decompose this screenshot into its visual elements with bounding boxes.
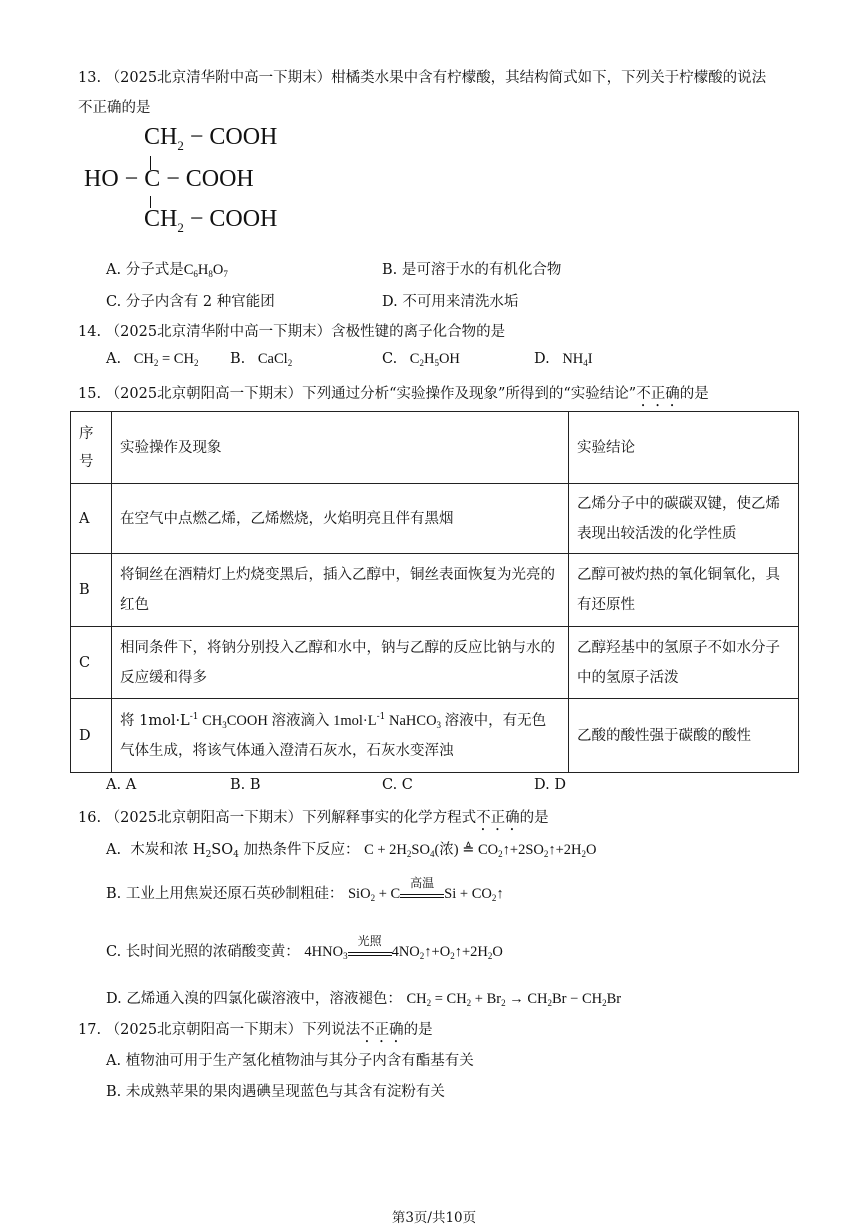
q17-stem bbox=[78, 1018, 433, 1046]
reaction-arrow-c bbox=[348, 934, 392, 956]
q16-option-c-text: C. 长时间光照的浓硝酸变黄： bbox=[106, 944, 300, 960]
q17-option-a[interactable]: A. 植物油可用于生产氢化植物油与其分子内含有酯基有关 bbox=[106, 1053, 474, 1069]
header-concl: 实验结论 bbox=[569, 412, 799, 484]
q14-formula-c: $C_2H_5OH$ bbox=[409, 351, 460, 368]
row-c-op: 相同条件下，将钠分别投入乙醇和水中，钠与乙醇的反应比钠与水的反应缓和得多 bbox=[112, 627, 569, 699]
q17-emphasis: 不正确 bbox=[360, 1022, 404, 1038]
q16-cond-c: 光照 bbox=[357, 934, 382, 948]
q14-formula-a: $CH_2 = CH_2$ bbox=[133, 351, 199, 368]
q13-formula-a: $C_6H_8O_7$ bbox=[183, 262, 228, 279]
q15-stem bbox=[78, 382, 709, 410]
q14-option-b[interactable] bbox=[230, 351, 292, 368]
q14-formula-b: CaCl$_2$ bbox=[257, 351, 293, 368]
row-d-no: D bbox=[71, 699, 112, 773]
q15-option-b[interactable]: B. B bbox=[230, 777, 261, 793]
table-header-row bbox=[71, 412, 799, 484]
q16-stem-text: 16. （2025北京朝阳高一下期末）下列解释事实的化学方程式 bbox=[78, 810, 477, 826]
experiment-table bbox=[70, 411, 799, 773]
q17-stem-end: 的是 bbox=[403, 1022, 433, 1038]
structure-row2: HO − C − COOH bbox=[84, 166, 254, 192]
q17-stem-text: 17. （2025北京朝阳高一下期末）下列说法 bbox=[78, 1022, 361, 1038]
q16-option-c[interactable] bbox=[106, 934, 503, 961]
q14-formula-d: $NH_4I$ bbox=[562, 351, 593, 368]
q16-equation-a: $C + 2H_2SO_4$(浓) ≜ $CO_2↑+2SO_2↑+2H_2O$ bbox=[364, 842, 597, 859]
row-a-concl: 乙烯分子中的碳碳双键，使乙烯表现出较活泼的化学性质 bbox=[569, 484, 799, 554]
row-c-no: C bbox=[71, 627, 112, 699]
q16-option-d[interactable] bbox=[106, 987, 621, 1008]
q16-equation-c: $4HNO_3$ 光照 $4NO_2↑+O_2↑+2H_2O$ bbox=[304, 934, 503, 961]
q13-option-c[interactable]: C. 分子内含有 2 种官能团 bbox=[106, 294, 275, 310]
q16-option-b-text: B. 工业上用焦炭还原石英砂制粗硅： bbox=[106, 886, 344, 902]
q15-stem-end: 的是 bbox=[679, 386, 709, 402]
q13-option-b[interactable]: B. 是可溶于水的有机化合物 bbox=[382, 262, 562, 278]
q13-option-a-label: A. 分子式是 bbox=[106, 262, 184, 278]
row-d-concl: 乙酸的酸性强于碳酸的酸性 bbox=[569, 699, 799, 773]
q16-stem bbox=[78, 806, 549, 834]
q14-option-b-label: B. bbox=[230, 351, 246, 367]
q14-option-a-label: A. bbox=[106, 351, 122, 367]
q16-option-a-text: A. 木炭和浓 $H_2SO_4$ 加热条件下反应： bbox=[106, 842, 360, 860]
q13-option-a[interactable] bbox=[106, 258, 228, 279]
q14-option-c-label: C. bbox=[382, 351, 398, 367]
q14-stem: 14. （2025北京清华附中高一下期末）含极性键的离子化合物的是 bbox=[78, 324, 506, 340]
q13-stem: 13. （2025北京清华附中高一下期末）柑橘类水果中含有柠檬酸，其结构简式如下，下列关于柠檬酸的说法 bbox=[78, 70, 767, 86]
q16-option-b[interactable] bbox=[106, 876, 504, 903]
q16-equation-b: SiO$_2$ + C 高温 $Si + CO_2↑$ bbox=[347, 876, 504, 903]
header-no: 序号 bbox=[71, 412, 112, 484]
structure-row3: $CH_2$ − COOH bbox=[144, 206, 278, 235]
header-op: 实验操作及现象 bbox=[112, 412, 569, 484]
q14-option-c[interactable] bbox=[382, 351, 460, 368]
q16-emphasis: 不正确 bbox=[476, 810, 520, 826]
structure-row1: $CH_2$ − COOH bbox=[144, 124, 278, 153]
table-row bbox=[71, 627, 799, 699]
q16-option-d-text: D. 乙烯通入溴的四氯化碳溶液中，溶液褪色： bbox=[106, 991, 402, 1007]
table-row bbox=[71, 554, 799, 627]
q15-stem-text: 15. （2025北京朝阳高一下期末）下列通过分析“实验操作及现象”所得到的“实验结论” bbox=[78, 386, 637, 402]
q14-option-d[interactable] bbox=[534, 351, 593, 368]
row-b-op: 将铜丝在酒精灯上灼烧变黑后，插入乙醇中，铜丝表面恢复为光亮的红色 bbox=[112, 554, 569, 627]
table-row bbox=[71, 699, 799, 773]
row-b-concl: 乙醇可被灼热的氧化铜氧化，具有还原性 bbox=[569, 554, 799, 627]
q16-stem-end: 的是 bbox=[519, 810, 549, 826]
q17-option-b[interactable]: B. 未成熟苹果的果肉遇碘呈现蓝色与其含有淀粉有关 bbox=[106, 1084, 445, 1100]
row-d-op: 将 $1mol\cdot L^{-1}$ $CH_3COOH$ 溶液滴入 $1mol\cdot L^{-1}$ NaHCO$_3$ 溶液中，有无色气体生成，将该气体通入澄清石灰水，石灰水变浑浊 bbox=[112, 699, 569, 773]
q14-option-a[interactable] bbox=[106, 351, 198, 368]
q15-emphasis: 不正确 bbox=[636, 386, 680, 402]
page-footer: 第3页/共10页 bbox=[391, 1210, 477, 1226]
q15-option-a[interactable]: A. A bbox=[106, 777, 137, 793]
q13-option-d[interactable]: D. 不可用来清洗水垢 bbox=[382, 294, 519, 310]
q14-option-d-label: D. bbox=[534, 351, 550, 367]
q16-option-a[interactable] bbox=[106, 838, 597, 859]
row-c-concl: 乙醇羟基中的氢原子不如水分子中的氢原子活泼 bbox=[569, 627, 799, 699]
q13-stem-cont: 不正确的是 bbox=[78, 100, 151, 116]
row-d-op-p2: $CH_3COOH$ 溶液滴入 1mol·L bbox=[198, 712, 377, 730]
q16-cond-b: 高温 bbox=[410, 876, 435, 890]
row-a-no: A bbox=[71, 484, 112, 554]
row-d-op-p3: NaHCO$_3$ 溶液中，有无色气体生成，将该气体通入澄清石灰水，石灰水变浑浊 bbox=[120, 712, 547, 759]
row-b-no: B bbox=[71, 554, 112, 627]
table-row bbox=[71, 484, 799, 554]
row-d-op-p1: 将 1mol·L bbox=[120, 712, 190, 729]
row-a-op: 在空气中点燃乙烯，乙烯燃烧，火焰明亮且伴有黑烟 bbox=[112, 484, 569, 554]
q16-equation-d: $CH_2 = CH_2 + Br_2 \to CH_2Br - CH_2Br$ bbox=[406, 991, 622, 1008]
reaction-arrow-b bbox=[400, 876, 444, 898]
q15-option-d[interactable]: D. D bbox=[534, 777, 566, 793]
q15-option-c[interactable]: C. C bbox=[382, 777, 413, 793]
